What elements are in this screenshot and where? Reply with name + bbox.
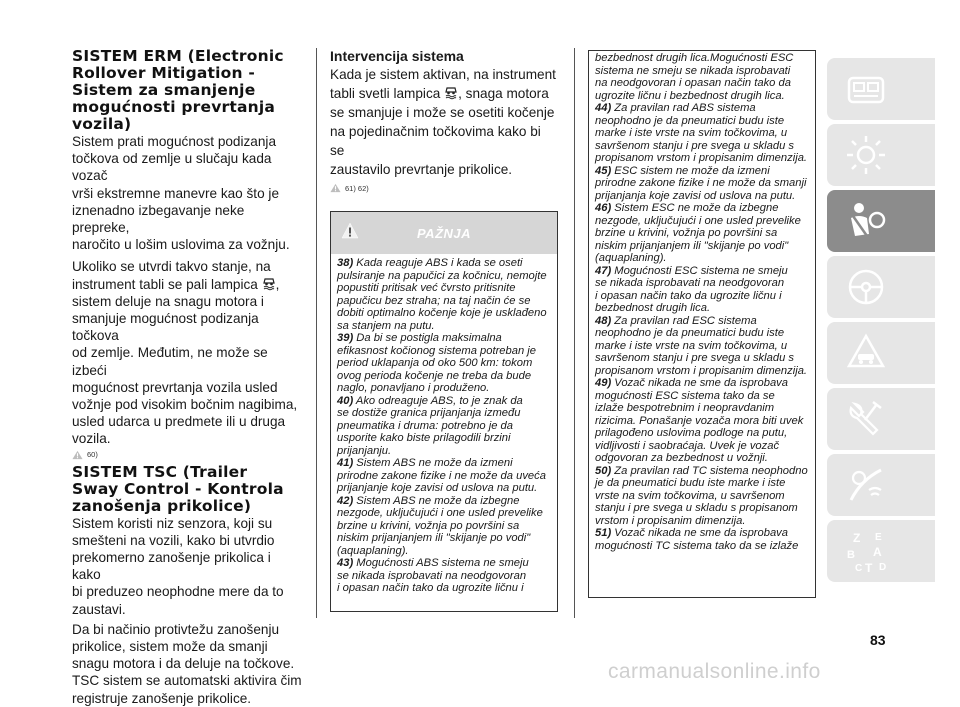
- column-2: [330, 48, 558, 612]
- stability-warning-icon: [444, 85, 458, 99]
- erm-section-title: SISTEM ERM (Electronic Rollover Mitigation - Sistem za smanjenje mogućnosti prevrtanja vozila): [72, 47, 284, 133]
- note-50: 50) Za pravilan rad TC sistema neophodno je da pneumatici budu iste marke i iste vrste na svim točkovima, u savršenom stanju i pre svega u skladu s propisanom vrstom i propisanim dimenzija.: [595, 464, 808, 527]
- tab-emergency[interactable]: [827, 322, 935, 384]
- note-46: 46) Sistem ESC ne može da izbegne nezgode, uključujući i one usled prevelike brzine u krivini, vožnja po površini sa niskim prijanjanjem ili "skijanje po vodi" (aquaplaning).: [595, 202, 801, 264]
- note-40: 40) Ako odreaguje ABS, to je znak da se dostiže granica prijanjanja između pneumatika i druma: potrebno je da usporite kako biste prilagodili brzini prijanjanju.: [337, 394, 523, 457]
- note-45: 45) ESC sistem ne može da izmeni prirodne zakone fizike i ne može da smanji prijanjanja koje zavisi od uslova na putu.: [595, 164, 807, 202]
- tab-index[interactable]: [827, 520, 935, 582]
- index-letter: A: [873, 545, 882, 559]
- column-divider: [574, 48, 575, 618]
- stability-warning-icon: [262, 276, 276, 290]
- warning-notes-continued: [588, 50, 816, 598]
- warning-car-icon: [841, 328, 891, 378]
- sun-lights-icon: [841, 130, 891, 180]
- column-3: [588, 50, 816, 598]
- warning-header: [331, 212, 557, 254]
- note-41: 41) Sistem ABS ne može da izmeni prirodne zakone fizike i ne može da uveća prijanjanje koje zavisi od uslova na putu.: [337, 457, 546, 494]
- erm-warning-reference: 60): [72, 450, 302, 460]
- index-letter: T: [865, 561, 873, 575]
- steering-wheel-icon: [841, 262, 891, 312]
- note-47: 47) Mogućnosti ESC sistema ne smeju se nikada isprobavati na neodgovoran i opasan način tako da ugrozite ličnu i bezbednost drugih lica.: [595, 264, 788, 314]
- chapter-tabs-sidebar: [827, 58, 935, 586]
- index-letter: B: [847, 549, 855, 561]
- warning-box: [330, 211, 558, 612]
- index-letter: Z: [853, 531, 861, 545]
- erm-paragraph-1: Sistem prati mogućnost podizanja točkova od zemlje u slučaju kada vozač vrši ekstremne manevre kao što je iznenadno izbegavanje neke prepreke, naročito u lošim uslovima za vožnju.: [72, 134, 290, 253]
- car-dashboard-icon: [841, 64, 891, 114]
- note-51: 51) Vozač nikada ne sme da isprobava mogućnosti TC sistema tako da se izlaže: [595, 527, 799, 552]
- tsc-paragraph-1: Sistem koristi niz senzora, koji su smešteni na vozili, kako bi utvrdio prekomerno zanošenje prikolica i kako bi preduzeo neophodne mere da to zaustavi.: [72, 515, 284, 617]
- index-letter: C: [855, 563, 863, 574]
- warning-triangle-icon: [330, 183, 341, 193]
- tab-safety[interactable]: [827, 190, 935, 252]
- seatbelt-airbag-icon: [841, 196, 891, 246]
- tab-maintenance[interactable]: [827, 388, 935, 450]
- warning-title: PAŽNJA: [416, 225, 472, 241]
- note-42: 42) Sistem ABS ne može da izbegne nezgode, uključujući i one usled prevelike brzine u krivini, vožnja po površini sa niskim prijanjanjem ili "skijanje po vodi" (aquaplaning).: [337, 494, 543, 557]
- tsc-paragraph-2: Da bi načinio protivtežu zanošenju prikolice, sistem može da smanji snagu motora i da deluje na točkove. TSC sistem se automatski aktivira čim registruje zanošenje prikolice.: [72, 621, 302, 706]
- index-letter: D: [879, 562, 887, 573]
- note-38: 38) Kada reaguje ABS i kada se oseti pulsiranje na papučici za kočnicu, nemojte popustiti pritisak već čvrsto pritisnite papučicu bez straha; na taj način će se dobiti optimalno kočenje koje je usklađeno sa stanjem na putu.: [337, 257, 547, 332]
- column-1: [72, 48, 302, 707]
- note-43-continued: bezbednost drugih lica.Mogućnosti ESC sistema ne smeju se nikada isprobavati na neodgovoran i opasan način tako da ugrozite ličnu i bezbednost drugih lica.: [595, 52, 794, 102]
- note-39: 39) Da bi se postigla maksimalna efikasnost kočionog sistema potreban je period uklapanja od oko 500 km: tokom ovog perioda kočenje ne treba da bude naglo, ponavljano i produženo.: [337, 332, 537, 394]
- tsc-section-title: SISTEM TSC (Trailer Sway Control - Kontrola zanošenja prikolice): [72, 462, 284, 515]
- erm-paragraph-2: Ukoliko se utvrdi takvo stanje, na instrument tabli se pali lampica , sistem deluje na snagu motora i smanjuje mogućnost podizanja točkova od zemlje. Međutim, ne može se izbeći mogućnost prevrtanja vozila usled vožnje pod visokim bočnim nagibima, usled udarca u predmete ili u druga vozila.: [72, 259, 298, 447]
- page-number: 83: [870, 632, 886, 648]
- tab-driving[interactable]: [827, 256, 935, 318]
- intervention-warning-reference: 61) 62): [330, 183, 558, 193]
- note-49: 49) Vozač nikada ne sme da isprobava mogućnosti ESC sistema tako da se izlaže bespotrebnim i neopravdanim rizicima. Ponašanje vozača mora biti uvek prilagođeno uslovima podloge na putu, vidljivosti i saobraćaja. Uvek je vozač odgovoran za bezbednost u vožnji.: [595, 377, 804, 464]
- wrench-tools-icon: [841, 394, 891, 444]
- warning-notes: [331, 254, 557, 611]
- note-43: 43) Mogućnosti ABS sistema ne smeju se nikada isprobavati na neodgovoran i opasan način tako da ugrozite ličnu i: [337, 557, 529, 594]
- tab-car-dashboard[interactable]: [827, 58, 935, 120]
- warning-triangle-icon: [72, 450, 83, 460]
- system-intervention-heading: Intervencija sistema: [330, 48, 464, 64]
- note-44: 44) Za pravilan rad ABS sistema neophodno je da pneumatici budu iste marke i iste vrste na svim točkovima, u savršenom stanju i pre svega u skladu s propisanom vrstom i propisanim dimenzija.: [595, 102, 808, 164]
- index-letter: E: [875, 532, 882, 543]
- column-divider: [316, 48, 317, 618]
- road-multimedia-icon: [841, 460, 891, 510]
- tab-lights[interactable]: [827, 124, 935, 186]
- tab-technical-data[interactable]: [827, 454, 935, 516]
- alphabet-index-icon: [841, 526, 891, 576]
- warning-triangle-icon: [341, 222, 359, 240]
- intervention-paragraph: Kada je sistem aktivan, na instrument tabli svetli lampica , snaga motora se smanjuje i može se osetiti kočenje na pojedinačnim točkovima kako bi se zaustavilo prevrtanje prikolice.: [330, 67, 556, 177]
- note-48: 48) Za pravilan rad ESC sistema neophodno je da pneumatici budu iste marke i iste vrste na svim točkovima, u savršenom stanju i pre svega u skladu s propisanom vrstom i propisanim dimenzija.: [595, 314, 808, 377]
- watermark: carmanualsonline.info: [608, 660, 821, 683]
